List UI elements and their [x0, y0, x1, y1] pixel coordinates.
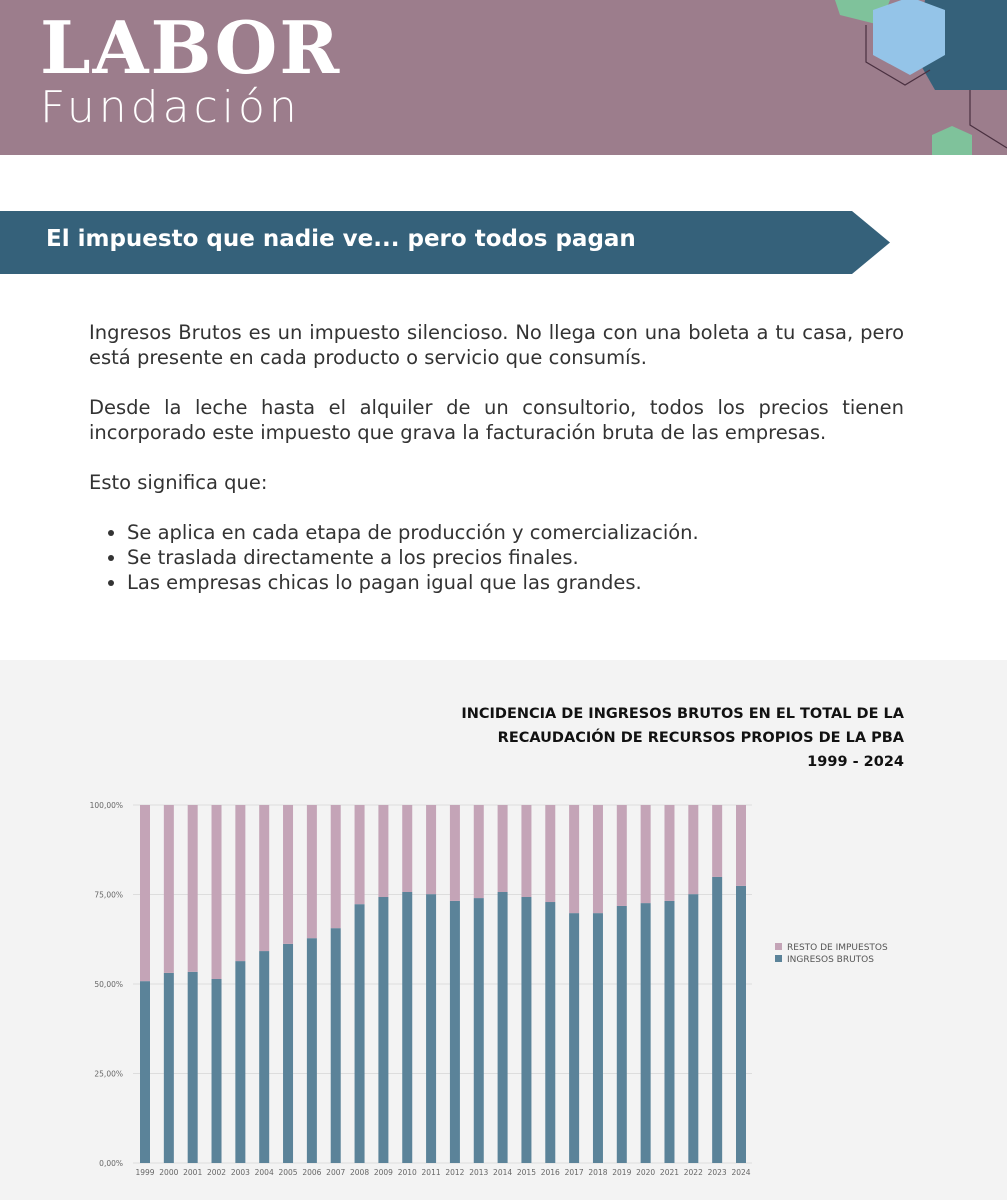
bar-resto-impuestos: [736, 805, 746, 886]
y-tick-label: 0,00%: [99, 1159, 123, 1168]
y-tick-label: 75,00%: [94, 890, 123, 900]
bar-ingresos-brutos: [617, 906, 627, 1163]
chart-title-line: INCIDENCIA DE INGRESOS BRUTOS EN EL TOTAL DE LA: [461, 706, 904, 722]
bar-ingresos-brutos: [212, 979, 222, 1163]
x-tick-label: 2009: [373, 1168, 393, 1177]
logo-labor: LABOR: [40, 5, 342, 90]
banner-title: El impuesto que nadie ve... pero todos pagan: [46, 226, 636, 252]
list-item: • Se traslada directamente a los precios finales.: [127, 545, 904, 570]
x-tick-label: 2011: [421, 1168, 441, 1177]
bar-resto-impuestos: [378, 805, 388, 897]
x-tick-label: 2016: [540, 1168, 560, 1177]
bar-resto-impuestos: [283, 805, 293, 944]
bar-resto-impuestos: [164, 805, 174, 973]
bar-resto-impuestos: [450, 805, 460, 901]
bar-resto-impuestos: [545, 805, 555, 902]
x-tick-label: 2012: [445, 1168, 465, 1177]
x-tick-label: 2022: [683, 1168, 703, 1177]
bar-ingresos-brutos: [521, 897, 531, 1163]
bar-ingresos-brutos: [307, 938, 317, 1163]
bar-resto-impuestos: [307, 805, 317, 938]
y-tick-label: 100,00%: [89, 801, 123, 810]
bar-resto-impuestos: [617, 805, 627, 906]
x-tick-label: 2013: [469, 1168, 489, 1177]
x-tick-label: 2007: [326, 1168, 346, 1177]
bar-resto-impuestos: [593, 805, 603, 913]
bar-resto-impuestos: [498, 805, 508, 892]
bar-resto-impuestos: [331, 805, 341, 928]
bar-ingresos-brutos: [235, 961, 245, 1163]
x-tick-label: 2017: [564, 1168, 584, 1177]
bar-ingresos-brutos: [474, 898, 484, 1163]
bar-resto-impuestos: [140, 805, 150, 981]
bar-resto-impuestos: [569, 805, 579, 913]
y-tick-label: 25,00%: [94, 1069, 123, 1079]
chart-title-line: RECAUDACIÓN DE RECURSOS PROPIOS DE LA PBA: [497, 730, 904, 746]
bar-resto-impuestos: [641, 805, 651, 903]
x-tick-label: 2003: [230, 1168, 250, 1177]
logo-fundacion: Fundación: [40, 82, 301, 133]
paragraph: Desde la leche hasta el alquiler de un consultorio, todos los precios tienen incorporado este impuesto que grava la facturación bruta de las empresas.: [89, 396, 904, 444]
bar-resto-impuestos: [426, 805, 436, 894]
paragraph: Ingresos Brutos es un impuesto silencioso. No llega con una boleta a tu casa, pero está presente en cada producto o servicio que consumís.: [89, 321, 904, 369]
bar-resto-impuestos: [259, 805, 269, 951]
x-tick-label: 2000: [159, 1168, 179, 1177]
x-tick-label: 2001: [183, 1168, 203, 1177]
bar-ingresos-brutos: [402, 892, 412, 1163]
legend-swatch: [775, 955, 782, 962]
bar-ingresos-brutos: [426, 894, 436, 1163]
bar-resto-impuestos: [355, 805, 365, 904]
paragraph: Esto significa que:: [89, 471, 268, 494]
x-tick-label: 2008: [350, 1168, 370, 1177]
bar-resto-impuestos: [521, 805, 531, 897]
legend-label: INGRESOS BRUTOS: [787, 955, 874, 965]
bar-resto-impuestos: [212, 805, 222, 979]
x-tick-label: 2019: [612, 1168, 632, 1177]
bar-ingresos-brutos: [140, 981, 150, 1163]
bar-ingresos-brutos: [259, 951, 269, 1163]
x-tick-label: 2018: [588, 1168, 608, 1177]
list-item: • Se aplica en cada etapa de producción y comercialización.: [127, 520, 904, 545]
bar-ingresos-brutos: [641, 903, 651, 1163]
bar-ingresos-brutos: [355, 904, 365, 1163]
legend-swatch: [775, 943, 782, 950]
bar-resto-impuestos: [402, 805, 412, 892]
chart-title-line: 1999 - 2024: [807, 754, 904, 770]
bar-ingresos-brutos: [378, 897, 388, 1163]
y-tick-label: 50,00%: [94, 980, 123, 989]
bar-ingresos-brutos: [664, 901, 674, 1163]
bar-resto-impuestos: [235, 805, 245, 961]
bar-ingresos-brutos: [283, 944, 293, 1163]
x-tick-label: 2006: [302, 1168, 322, 1177]
x-tick-label: 2005: [278, 1168, 298, 1177]
bar-resto-impuestos: [474, 805, 484, 898]
bar-ingresos-brutos: [164, 973, 174, 1163]
bar-resto-impuestos: [712, 805, 722, 877]
list-item: • Las empresas chicas lo pagan igual que las grandes.: [127, 570, 904, 595]
legend-label: RESTO DE IMPUESTOS: [787, 943, 888, 953]
bar-resto-impuestos: [688, 805, 698, 894]
x-tick-label: 2002: [206, 1168, 227, 1177]
bar-ingresos-brutos: [545, 902, 555, 1163]
x-tick-label: 2024: [731, 1168, 751, 1177]
x-tick-label: 2023: [707, 1168, 727, 1177]
bar-ingresos-brutos: [569, 913, 579, 1163]
x-tick-label: 1999: [135, 1168, 155, 1177]
bar-ingresos-brutos: [450, 901, 460, 1163]
bar-resto-impuestos: [664, 805, 674, 901]
bar-resto-impuestos: [188, 805, 198, 972]
x-tick-label: 2014: [493, 1168, 513, 1177]
x-tick-label: 2020: [636, 1168, 656, 1177]
x-tick-label: 2004: [254, 1168, 274, 1177]
x-tick-label: 2010: [397, 1168, 417, 1177]
x-tick-label: 2015: [516, 1168, 536, 1177]
bar-ingresos-brutos: [736, 886, 746, 1163]
x-tick-label: 2021: [659, 1168, 680, 1177]
bar-ingresos-brutos: [331, 928, 341, 1163]
bar-ingresos-brutos: [188, 972, 198, 1163]
bar-ingresos-brutos: [498, 892, 508, 1163]
bar-ingresos-brutos: [593, 913, 603, 1163]
bar-ingresos-brutos: [688, 894, 698, 1163]
bar-ingresos-brutos: [712, 877, 722, 1163]
